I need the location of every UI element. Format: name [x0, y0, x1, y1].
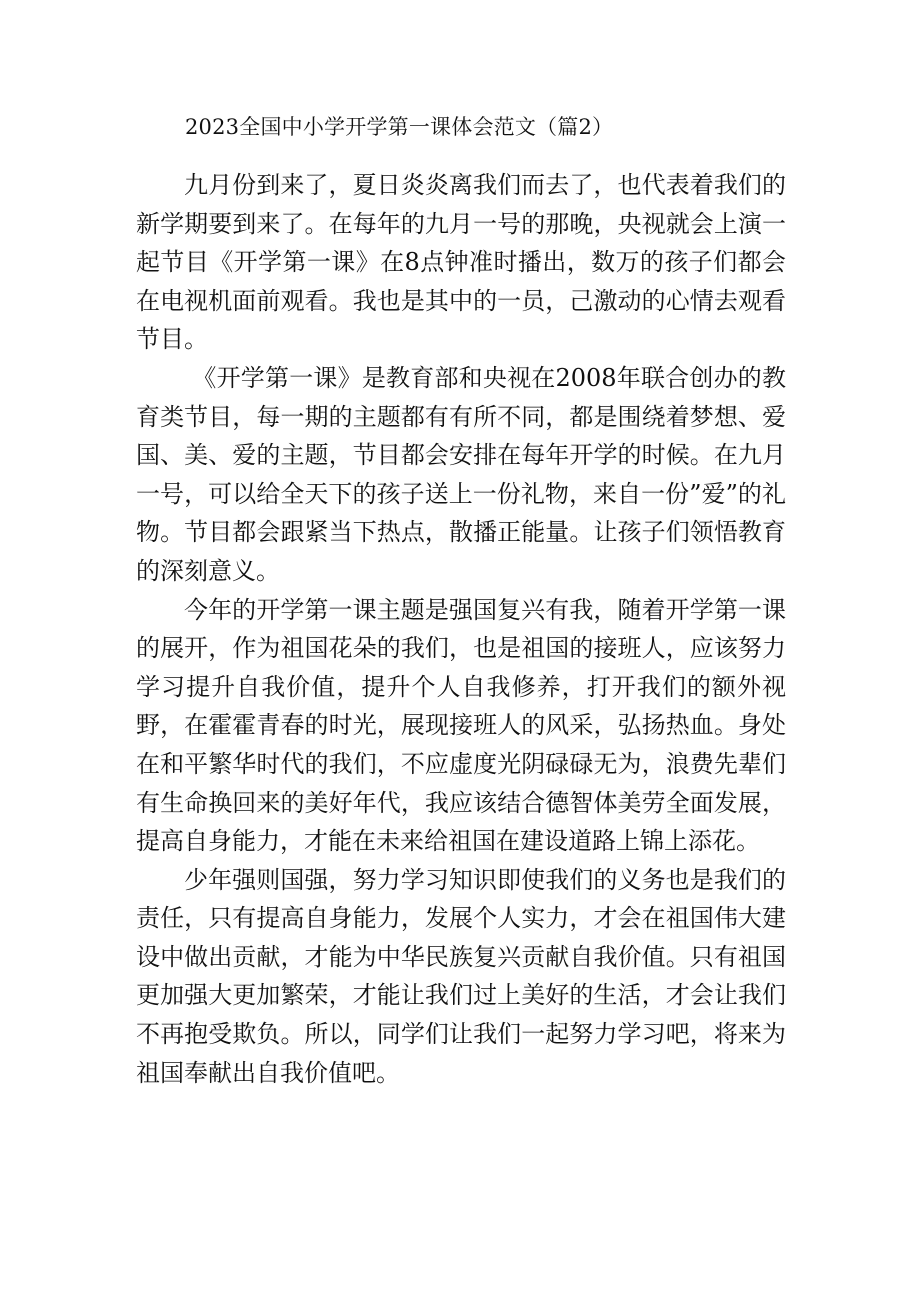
paragraph-2: 《开学第一课》是教育部和央视在2008年联合创办的教育类节目，每一期的主题都有有所不同，都是围绕着梦想、爱国、美、爱的主题，节目都会安排在每年开学的时候。在九月一号，可以给全天下的孩子送上一份礼物，来自一份”爱”的礼物。节目都会跟紧当下热点，散播正能量。让孩子们领悟教育的深刻意义。: [136, 363, 786, 585]
paragraph-3: 今年的开学第一课主题是强国复兴有我，随着开学第一课的展开，作为祖国花朵的我们，也是祖国的接班人，应该努力学习提升自我价值，提升个人自我修养，打开我们的额外视野，在霍霍青春的时光，展现接班人的风采，弘扬热血。身处在和平繁华时代的我们，不应虚度光阴碌碌无为，浪费先辈们有生命换回来的美好年代，我应该结合德智体美劳全面发展，提高自身能力，才能在未来给祖国在建设道路上锦上添花。: [136, 595, 786, 856]
document-body: [136, 166, 786, 1092]
paragraph-4: 少年强则国强，努力学习知识即使我们的义务也是我们的责任，只有提高自身能力，发展个人实力，才会在祖国伟大建设中做出贡献，才能为中华民族复兴贡献自我价值。只有祖国更加强大更加繁荣，才能让我们过上美好的生活，才会让我们不再抱受欺负。所以，同学们让我们一起努力学习吧，将来为祖国奉献出自我价值吧。: [136, 865, 786, 1087]
document-title: 2023全国中小学开学第一课体会范文（篇2）: [185, 115, 614, 139]
paragraph-1: 九月份到来了，夏日炎炎离我们而去了，也代表着我们的新学期要到来了。在每年的九月一号的那晚，央视就会上演一起节目《开学第一课》在8点钟准时播出，数万的孩子们都会在电视机面前观看。我也是其中的一员，己激动的心情去观看节目。: [136, 171, 786, 354]
